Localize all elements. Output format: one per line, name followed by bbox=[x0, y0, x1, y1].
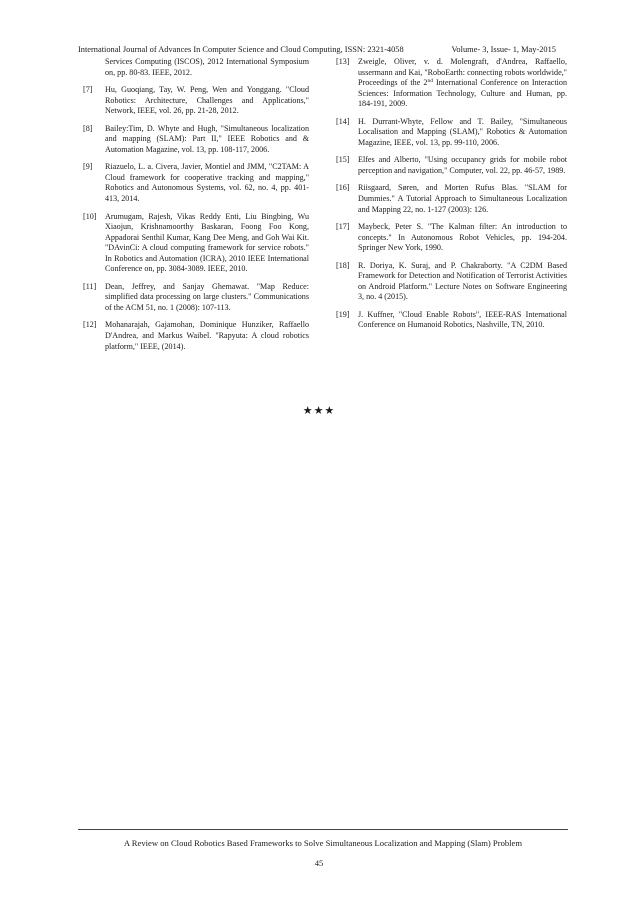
reference-text: J. Kuffner, "Cloud Enable Robots", IEEE-RAS International Conference on Humanoid Robotics, Nashville, TN, 2010. bbox=[358, 309, 567, 330]
reference-text: Zweigle, Oliver, v. d. Molengraft, d'Andrea, Raffaello, ussermann and Kai, "RoboEarth: connecting robots worldwide," Proceedings of the 2nd International Conference on Interaction Sciences: Information Technology, Culture and Human, pp. 184-191, 2009. bbox=[358, 57, 567, 109]
reference-16 bbox=[336, 183, 567, 215]
reference-19 bbox=[336, 310, 567, 331]
reference-text: Maybeck, Peter S. "The Kalman filter: An introduction to concepts." In Autonomous Robot Vehicles, pp. 194-204. Springer New York, 1990. bbox=[358, 222, 567, 253]
reference-12 bbox=[83, 320, 309, 352]
references-left-column bbox=[83, 57, 309, 359]
reference-text: Dean, Jeffrey, and Sanjay Ghemawat. "Map Reduce: simplified data processing on large clusters." Communications of the ACM 51, no. 1 (2008): 107-113. bbox=[105, 281, 309, 312]
footer-rule bbox=[78, 829, 568, 830]
reference-number: [18] bbox=[336, 260, 350, 270]
section-separator-stars: ★★★ bbox=[302, 404, 336, 417]
reference-number: [9] bbox=[83, 162, 93, 172]
reference-text: Bailey:Tim, D. Whyte and Hugh, "Simultaneous localization and mapping (SLAM): Part II," IEEE Robotics and & Automation Magazine, vol. 13, pp. 108-117, 2006. bbox=[105, 123, 309, 154]
page-number: 45 bbox=[314, 858, 324, 868]
reference-7 bbox=[83, 85, 309, 117]
reference-number: [7] bbox=[83, 85, 93, 95]
reference-text: R. Doriya, K. Suraj, and P. Chakraborty. "A C2DM Based Framework for Detection and Notification of Terrorist Activities on Android Platform." Lecture Notes on Software Engineering 3, no. 4 (2015). bbox=[358, 260, 567, 302]
reference-number: [19] bbox=[336, 309, 350, 319]
reference-text: Riisgaard, Søren, and Morten Rufus Blas. "SLAM for Dummies." A Tutorial Approach to Simultaneous Localization and Mapping 22, no. 1-127 (2003): 126. bbox=[358, 183, 567, 214]
reference-number: [10] bbox=[83, 211, 97, 221]
reference-number: [12] bbox=[83, 320, 97, 330]
reference-6-continuation: Services Computing (ISCOS), 2012 International Symposium on, pp. 80-83. IEEE, 2012. bbox=[105, 57, 309, 77]
reference-9 bbox=[83, 162, 309, 204]
reference-10 bbox=[83, 212, 309, 275]
reference-11 bbox=[83, 282, 309, 314]
reference-14 bbox=[336, 117, 567, 149]
reference-18 bbox=[336, 261, 567, 303]
reference-17 bbox=[336, 222, 567, 254]
reference-text: H. Durrant-Whyte, Fellow and T. Bailey, "Simultaneous Localisation and Mapping (SLAM)," Robotics & Automation Magazine, IEEE, vol. 13, pp. 99-110, 2006. bbox=[358, 116, 567, 147]
reference-8 bbox=[83, 124, 309, 156]
reference-number: [17] bbox=[336, 222, 350, 232]
reference-13 bbox=[336, 57, 567, 110]
journal-title: International Journal of Advances In Computer Science and Cloud Computing, ISSN: 2321-4058 bbox=[78, 45, 404, 54]
running-header bbox=[78, 44, 568, 55]
issue-info: Volume- 3, Issue- 1, May-2015 bbox=[451, 45, 556, 54]
reference-text: Hu, Guoqiang, Tay, W. Peng, Wen and Yonggang. "Cloud Robotics: Architecture, Challenges and Applications," Network, IEEE, vol. 26, pp. 21-28, 2012. bbox=[105, 85, 309, 116]
reference-number: [14] bbox=[336, 116, 350, 126]
reference-15 bbox=[336, 155, 567, 176]
reference-text: Riazuelo, L. a. Civera, Javier, Montiel and JMM, "C2TAM: A Cloud framework for cooperative tracking and mapping," Robotics and Autonomous Systems, vol. 62, no. 4, pp. 401-413, 2014. bbox=[105, 162, 309, 204]
reference-number: [8] bbox=[83, 123, 93, 133]
running-footer-title: A Review on Cloud Robotics Based Frameworks to Solve Simultaneous Localization and Mapping (Slam) Problem bbox=[123, 838, 523, 848]
reference-text: Arumugam, Rajesh, Vikas Reddy Enti, Liu Bingbing, Wu Xiaojun, Krishnamoorthy Baskaran, Foong Foo Kong, Appadorai Senthil Kumar, Kang Dee Meng, and Goh Wai Kit. "DAvinCi: A cloud computing framework for service robots." In Robotics and Automation (ICRA), 2010 IEEE International Conference on, pp. 3084-3089. IEEE, 2010. bbox=[105, 211, 309, 274]
reference-number: [11] bbox=[83, 281, 97, 291]
references-right-column bbox=[336, 57, 567, 338]
reference-text: Mohanarajah, Gajamohan, Dominique Hunziker, Raffaello D'Andrea, and Markus Waibel. "Rapyuta: A cloud robotics platform," IEEE, (2014). bbox=[105, 320, 309, 351]
reference-number: [16] bbox=[336, 183, 350, 193]
reference-number: [15] bbox=[336, 155, 350, 165]
reference-number: [13] bbox=[336, 57, 350, 66]
reference-text: Elfes and Alberto, "Using occupancy grids for mobile robot perception and navigation," Computer, vol. 22, pp. 46-57, 1989. bbox=[358, 155, 567, 175]
